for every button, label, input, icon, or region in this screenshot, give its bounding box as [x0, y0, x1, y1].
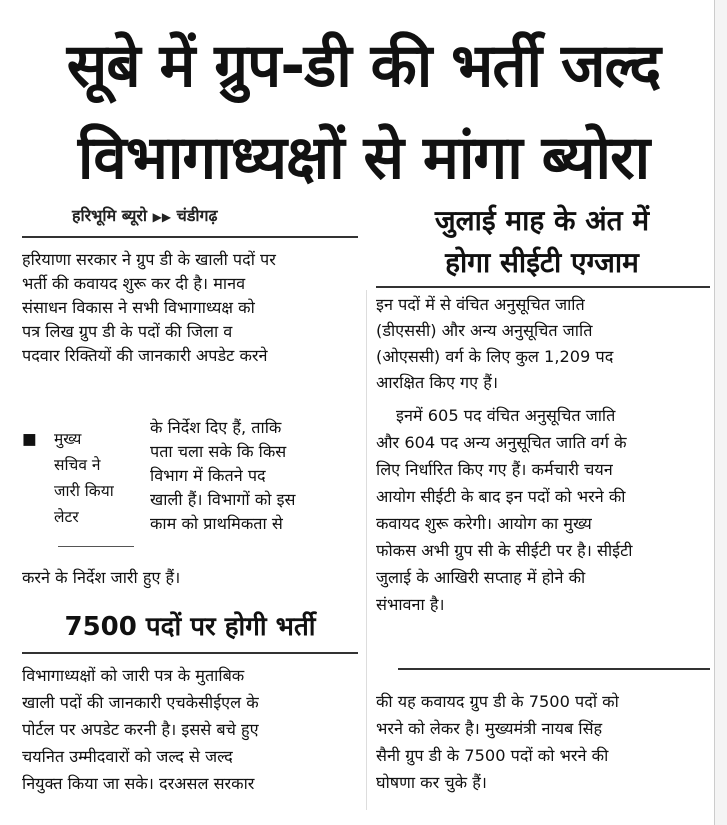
byline-city: चंडीगढ़	[176, 206, 218, 225]
headline-line-2: विभागाध्यक्षों से मांगा ब्योरा	[77, 123, 650, 193]
right-line: भरने को लेकर है। मुख्यमंत्री नायब सिंह	[376, 719, 603, 738]
sidebar-line: मुख्य	[54, 430, 82, 448]
sidebar-callout	[54, 426, 146, 530]
closing-line: करने के निर्देश जारी हुए हैं।	[22, 568, 181, 587]
second-line: खाली पदों की जानकारी एचकेसीईएल के	[22, 693, 259, 712]
sidebar-bullet-icon: ■	[22, 430, 37, 448]
right-subheading-rule	[376, 286, 710, 288]
column-separator	[366, 290, 367, 810]
second-line: पोर्टल पर अपडेट करनी है। इससे बचे हुए	[22, 720, 259, 739]
byline-rule	[22, 236, 358, 238]
intro-line: हरियाणा सरकार ने ग्रुप डी के खाली पदों पर	[22, 250, 276, 269]
intro-line: संसाधन विकास ने सभी विभागाध्यक्ष को	[22, 298, 255, 317]
intro-line: भर्ती की कवायद शुरू कर दी है। मानव	[22, 274, 246, 293]
byline-source: हरिभूमि ब्यूरो	[72, 206, 148, 225]
right-line: सैनी ग्रुप डी के 7500 पदों को भरने की	[376, 746, 609, 765]
right-line: इनमें 605 पद वंचित अनुसूचित जाति	[396, 406, 616, 425]
right-line: आरक्षित किए गए हैं।	[376, 373, 498, 392]
continuation-paragraph	[150, 416, 358, 536]
sidebar-line: सचिव ने	[54, 456, 101, 474]
right-line: घोषणा कर चुके हैं।	[376, 773, 487, 792]
right-line: कवायद शुरू करेगी। आयोग का मुख्य	[376, 514, 592, 533]
byline-arrows-icon: ▶▶	[152, 210, 172, 224]
sidebar-line: जारी किया	[54, 482, 114, 500]
right-line: आयोग सीईटी के बाद इन पदों को भरने की	[376, 487, 626, 506]
second-line: नियुक्त किया जा सके। दरअसल सरकार	[22, 774, 255, 793]
headline-line-1: सूबे में ग्रुप-डी की भर्ती जल्द	[66, 31, 661, 101]
sidebar-line: लेटर	[54, 508, 79, 526]
intro-paragraph	[22, 248, 358, 368]
right-line: की यह कवायद ग्रुप डी के 7500 पदों को	[376, 692, 619, 711]
second-paragraph	[22, 662, 358, 797]
right-line: जुलाई के आखिरी सप्ताह में होने की	[376, 568, 586, 587]
intro-line: पदवार रिक्तियों की जानकारी अपडेट करने	[22, 346, 268, 365]
right-line: (ओएससी) वर्ग के लिए कुल 1,209 पद	[376, 347, 614, 366]
right-paragraph-1	[376, 292, 710, 396]
right-paragraph-3	[376, 688, 710, 796]
right-line: और 604 पद अन्य अनुसूचित जाति वर्ग के	[376, 433, 627, 452]
page-edge-strip	[714, 0, 727, 825]
right-line: संभावना है।	[376, 595, 445, 614]
right-line: लिए निर्धारित किए गए हैं। कर्मचारी चयन	[376, 460, 613, 479]
right-section-divider	[398, 668, 710, 670]
continuation-line: के निर्देश दिए हैं, ताकि	[150, 418, 282, 437]
byline	[72, 204, 218, 226]
intro-line: पत्र लिख ग्रुप डी के पदों की जिला व	[22, 322, 233, 341]
right-line: इन पदों में से वंचित अनुसूचित जाति	[376, 295, 585, 314]
subheading-cet-line-2: होगा सीईटी एग्जाम	[445, 246, 639, 279]
continuation-line: खाली हैं। विभागों को इस	[150, 490, 296, 509]
continuation-line: विभाग में कितने पद	[150, 466, 266, 485]
sidebar-rule	[58, 546, 134, 547]
subheading-7500-posts: 7500 पदों पर होगी भर्ती	[64, 612, 316, 642]
right-paragraph-2	[376, 402, 710, 618]
second-line: विभागाध्यक्षों को जारी पत्र के मुताबिक	[22, 666, 245, 685]
continuation-line: पता चला सके कि किस	[150, 442, 287, 461]
subheading-cet-line-1: जुलाई माह के अंत में	[434, 204, 650, 237]
right-line: (डीएससी) और अन्य अनुसूचित जाति	[376, 321, 593, 340]
right-line: फोकस अभी ग्रुप सी के सीईटी पर है। सीईटी	[376, 541, 633, 560]
second-line: चयनित उम्मीदवारों को जल्द से जल्द	[22, 747, 233, 766]
continuation-line: काम को प्राथमिकता से	[150, 514, 283, 533]
left-subheading-rule	[22, 652, 358, 654]
